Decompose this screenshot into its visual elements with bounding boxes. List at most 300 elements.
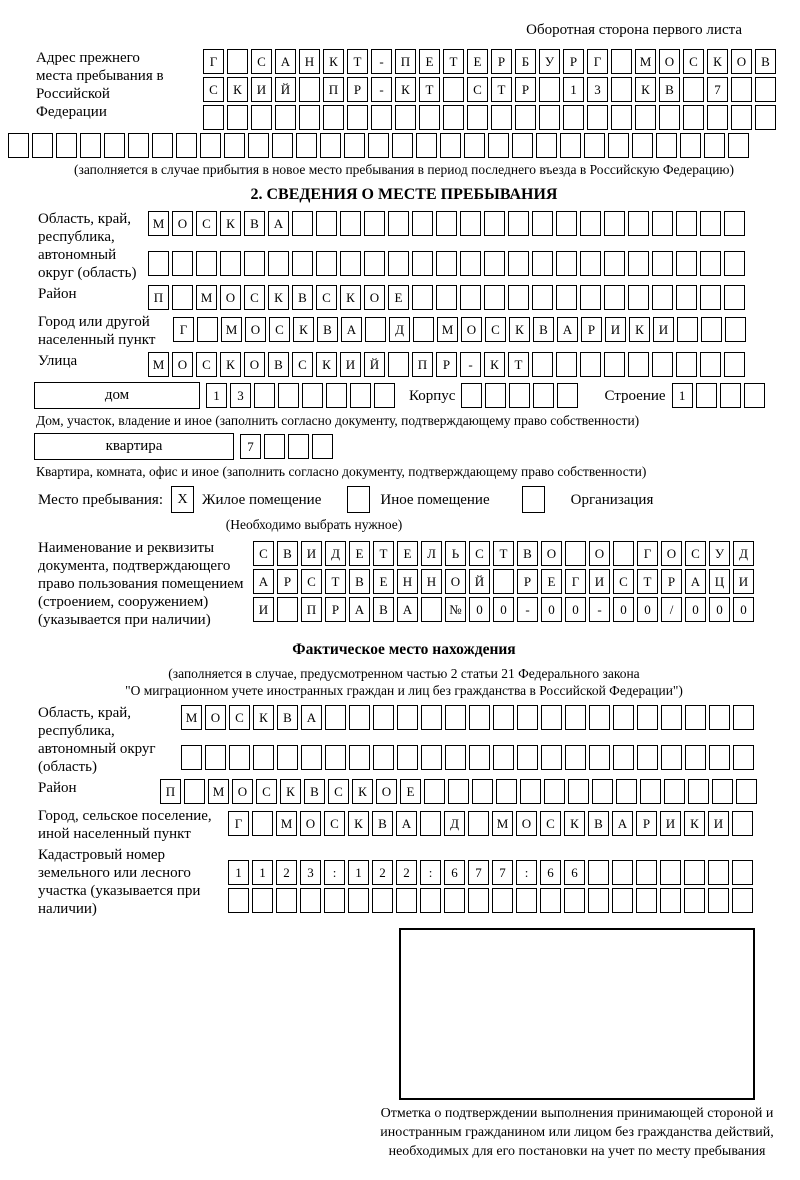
char-cell	[587, 105, 608, 130]
char-cell	[580, 352, 601, 377]
char-cell	[588, 860, 609, 885]
char-cell	[493, 569, 514, 594]
char-cell	[347, 105, 368, 130]
region2-row-2	[181, 745, 754, 770]
char-cell	[724, 251, 745, 276]
char-cell	[580, 211, 601, 236]
char-cell: 3	[230, 383, 251, 408]
char-cell: Й	[275, 77, 296, 102]
char-cell: О	[364, 285, 385, 310]
char-cell: Р	[491, 49, 512, 74]
char-cell: 1	[206, 383, 227, 408]
char-cell	[276, 888, 297, 913]
char-cell	[709, 745, 730, 770]
char-cell	[152, 133, 173, 158]
char-cell	[508, 211, 529, 236]
char-cell	[460, 285, 481, 310]
char-cell: Т	[419, 77, 440, 102]
city-label: Город или другой населенный пункт	[38, 314, 156, 348]
city2-row	[228, 811, 753, 836]
char-cell	[421, 597, 442, 622]
char-cell	[464, 133, 485, 158]
char-cell: К	[340, 285, 361, 310]
char-cell: :	[420, 860, 441, 885]
char-cell	[707, 105, 728, 130]
char-cell: Г	[565, 569, 586, 594]
char-cell	[485, 383, 506, 408]
char-cell	[611, 49, 632, 74]
char-cell	[197, 317, 218, 342]
region-row-2	[148, 251, 745, 276]
char-cell	[744, 383, 765, 408]
char-cell	[652, 285, 673, 310]
char-cell	[252, 811, 273, 836]
char-cell	[472, 779, 493, 804]
prev-address-cells	[203, 49, 776, 130]
char-cell: А	[275, 49, 296, 74]
char-cell	[326, 383, 347, 408]
char-cell: А	[612, 811, 633, 836]
house-note: Дом, участок, владение и иное (заполнить согласно документу, подтверждающему право собственности)	[36, 413, 640, 428]
stroenie-label: Строение	[604, 387, 666, 404]
char-cell: 0	[565, 597, 586, 622]
char-cell	[656, 133, 677, 158]
char-cell	[32, 133, 53, 158]
page-side-note: Оборотная сторона первого листа	[526, 22, 742, 38]
prev-address-row-2	[203, 77, 776, 102]
document-block	[8, 539, 800, 629]
char-cell	[340, 251, 361, 276]
char-cell: К	[635, 77, 656, 102]
city-block	[38, 313, 800, 349]
char-cell	[628, 251, 649, 276]
prev-address-row-3	[203, 105, 776, 130]
char-cell: С	[685, 541, 706, 566]
char-cell: К	[509, 317, 530, 342]
char-cell: Г	[228, 811, 249, 836]
street-row	[148, 352, 745, 377]
char-cell: О	[244, 352, 265, 377]
char-cell: Р	[581, 317, 602, 342]
char-cell: А	[397, 597, 418, 622]
char-cell	[700, 352, 721, 377]
char-cell: А	[396, 811, 417, 836]
char-cell	[320, 133, 341, 158]
char-cell: М	[148, 352, 169, 377]
char-cell: Е	[400, 779, 421, 804]
char-cell	[467, 105, 488, 130]
district2-row	[160, 779, 757, 804]
char-cell	[520, 779, 541, 804]
char-cell: 3	[587, 77, 608, 102]
char-cell	[469, 705, 490, 730]
char-cell	[420, 811, 441, 836]
char-cell: И	[605, 317, 626, 342]
char-cell	[268, 251, 289, 276]
char-cell: Р	[277, 569, 298, 594]
char-cell	[254, 383, 275, 408]
char-cell	[684, 860, 705, 885]
char-cell: М	[196, 285, 217, 310]
char-cell: П	[323, 77, 344, 102]
char-cell	[637, 745, 658, 770]
char-cell: -	[460, 352, 481, 377]
char-cell	[372, 888, 393, 913]
char-cell: Г	[203, 49, 224, 74]
char-cell: И	[660, 811, 681, 836]
char-cell	[468, 811, 489, 836]
char-cell	[374, 383, 395, 408]
char-cell	[227, 49, 248, 74]
char-cell	[732, 811, 753, 836]
char-cell: И	[733, 569, 754, 594]
char-cell: О	[205, 705, 226, 730]
char-cell: Т	[508, 352, 529, 377]
char-cell: В	[277, 541, 298, 566]
char-cell	[725, 317, 746, 342]
apartment-box: квартира	[34, 433, 234, 460]
region-row-1	[148, 211, 745, 236]
char-cell	[636, 860, 657, 885]
char-cell	[676, 211, 697, 236]
char-cell	[532, 352, 553, 377]
char-cell	[701, 317, 722, 342]
char-cell	[344, 133, 365, 158]
char-cell: С	[301, 569, 322, 594]
char-cell	[444, 888, 465, 913]
char-cell	[128, 133, 149, 158]
prev-address-label: Адрес прежнего места пребывания в Российской Федерации	[36, 50, 164, 120]
char-cell	[395, 105, 416, 130]
char-cell: -	[371, 49, 392, 74]
house-cells	[206, 383, 395, 408]
char-cell: К	[684, 811, 705, 836]
char-cell	[301, 745, 322, 770]
stay-option-organization-label: Организация	[570, 491, 654, 508]
char-cell: 7	[240, 434, 261, 459]
char-cell: 0	[469, 597, 490, 622]
char-cell	[172, 251, 193, 276]
char-cell: Е	[349, 541, 370, 566]
char-cell	[277, 745, 298, 770]
char-cell	[443, 105, 464, 130]
char-cell: Г	[587, 49, 608, 74]
char-cell	[445, 705, 466, 730]
char-cell: М	[276, 811, 297, 836]
char-cell	[612, 860, 633, 885]
char-cell	[436, 211, 457, 236]
char-cell	[731, 77, 752, 102]
char-cell: К	[352, 779, 373, 804]
char-cell: С	[485, 317, 506, 342]
char-cell	[613, 705, 634, 730]
char-cell: С	[269, 317, 290, 342]
char-cell	[720, 383, 741, 408]
document-row-2	[253, 569, 754, 594]
char-cell: К	[220, 352, 241, 377]
char-cell	[80, 133, 101, 158]
char-cell: Р	[636, 811, 657, 836]
char-cell: №	[445, 597, 466, 622]
char-cell: Н	[299, 49, 320, 74]
char-cell	[299, 77, 320, 102]
char-cell: П	[395, 49, 416, 74]
char-cell	[684, 888, 705, 913]
char-cell	[635, 105, 656, 130]
char-cell: К	[316, 352, 337, 377]
char-cell: 2	[396, 860, 417, 885]
char-cell: Й	[469, 569, 490, 594]
char-cell: Н	[421, 569, 442, 594]
char-cell	[316, 251, 337, 276]
char-cell: Т	[637, 569, 658, 594]
char-cell: Р	[325, 597, 346, 622]
char-cell: М	[181, 705, 202, 730]
char-cell	[613, 745, 634, 770]
char-cell: Т	[491, 77, 512, 102]
char-cell	[296, 133, 317, 158]
char-cell	[292, 251, 313, 276]
char-cell: Р	[515, 77, 536, 102]
char-cell: С	[328, 779, 349, 804]
char-cell: Л	[421, 541, 442, 566]
char-cell	[443, 77, 464, 102]
char-cell: И	[251, 77, 272, 102]
char-cell	[611, 105, 632, 130]
char-cell	[560, 133, 581, 158]
char-cell: В	[349, 569, 370, 594]
char-cell	[396, 888, 417, 913]
char-cell	[608, 133, 629, 158]
char-cell	[700, 251, 721, 276]
char-cell	[708, 860, 729, 885]
char-cell	[584, 133, 605, 158]
char-cell: А	[557, 317, 578, 342]
char-cell	[580, 285, 601, 310]
char-cell	[724, 285, 745, 310]
char-cell: 0	[685, 597, 706, 622]
char-cell: Е	[419, 49, 440, 74]
char-cell	[660, 888, 681, 913]
char-cell	[300, 888, 321, 913]
char-cell	[491, 105, 512, 130]
char-cell: А	[349, 597, 370, 622]
char-cell: К	[348, 811, 369, 836]
char-cell	[412, 211, 433, 236]
char-cell: Е	[467, 49, 488, 74]
char-cell: С	[683, 49, 704, 74]
char-cell	[659, 105, 680, 130]
district-label: Район	[38, 286, 77, 302]
stay-type-label: Место пребывания:	[38, 491, 163, 508]
char-cell	[248, 133, 269, 158]
char-cell: О	[541, 541, 562, 566]
char-cell: С	[316, 285, 337, 310]
char-cell	[448, 779, 469, 804]
char-cell	[388, 352, 409, 377]
char-cell: Й	[364, 352, 385, 377]
char-cell: П	[301, 597, 322, 622]
char-cell	[683, 77, 704, 102]
char-cell: И	[589, 569, 610, 594]
char-cell: А	[301, 705, 322, 730]
char-cell	[733, 745, 754, 770]
char-cell: В	[755, 49, 776, 74]
char-cell	[637, 705, 658, 730]
city2-block	[38, 807, 800, 843]
char-cell	[613, 541, 634, 566]
char-cell	[292, 211, 313, 236]
char-cell: В	[304, 779, 325, 804]
char-cell: -	[589, 597, 610, 622]
char-cell: 7	[468, 860, 489, 885]
char-cell: О	[461, 317, 482, 342]
char-cell	[733, 705, 754, 730]
char-cell	[264, 434, 285, 459]
char-cell	[564, 888, 585, 913]
char-cell: 7	[492, 860, 513, 885]
char-cell: К	[227, 77, 248, 102]
char-cell: 1	[228, 860, 249, 885]
cadastral-row-1	[228, 860, 753, 885]
char-cell: А	[685, 569, 706, 594]
char-cell: О	[589, 541, 610, 566]
char-cell	[700, 211, 721, 236]
char-cell: С	[203, 77, 224, 102]
char-cell	[709, 705, 730, 730]
char-cell	[316, 211, 337, 236]
char-cell	[176, 133, 197, 158]
korpus-label: Корпус	[409, 387, 456, 404]
char-cell	[604, 352, 625, 377]
char-cell	[685, 705, 706, 730]
char-cell: В	[277, 705, 298, 730]
char-cell: В	[268, 352, 289, 377]
char-cell: О	[445, 569, 466, 594]
document-row-3	[253, 597, 754, 622]
char-cell	[324, 888, 345, 913]
char-cell: Д	[325, 541, 346, 566]
char-cell: К	[220, 211, 241, 236]
char-cell: О	[516, 811, 537, 836]
char-cell: Н	[397, 569, 418, 594]
char-cell: 0	[709, 597, 730, 622]
document-label: Наименование и реквизиты документа, подтверждающего право пользования помещением (строением, сооружением) (указывается при наличии)	[38, 540, 244, 628]
korpus-cells	[461, 383, 578, 408]
stamp-box	[399, 928, 755, 1100]
section2-title: 2. СВЕДЕНИЯ О МЕСТЕ ПРЕБЫВАНИЯ	[250, 186, 558, 203]
char-cell: Г	[173, 317, 194, 342]
stamp-area	[360, 928, 794, 1161]
char-cell	[373, 705, 394, 730]
char-cell	[532, 211, 553, 236]
char-cell	[388, 211, 409, 236]
char-cell	[368, 133, 389, 158]
char-cell	[251, 105, 272, 130]
char-cell	[484, 251, 505, 276]
char-cell	[685, 745, 706, 770]
char-cell: О	[172, 352, 193, 377]
char-cell: 0	[493, 597, 514, 622]
char-cell: 7	[707, 77, 728, 102]
char-cell: 3	[300, 860, 321, 885]
char-cell: 6	[540, 860, 561, 885]
char-cell: 0	[733, 597, 754, 622]
char-cell	[397, 705, 418, 730]
char-cell	[652, 352, 673, 377]
char-cell	[508, 285, 529, 310]
char-cell	[516, 888, 537, 913]
char-cell	[628, 352, 649, 377]
char-cell: -	[517, 597, 538, 622]
char-cell	[532, 285, 553, 310]
stay-checkbox-organization	[522, 486, 545, 513]
char-cell	[244, 251, 265, 276]
char-cell	[541, 745, 562, 770]
char-cell: 1	[563, 77, 584, 102]
char-cell	[364, 251, 385, 276]
char-cell	[460, 251, 481, 276]
char-cell: 0	[541, 597, 562, 622]
char-cell	[508, 251, 529, 276]
stamp-caption: Отметка о подтверждении выполнения принимающей стороной и иностранным гражданином или лицом без гражданства действий, необходимых для его постановки на учет по месту пребывания	[380, 1106, 774, 1159]
char-cell	[724, 352, 745, 377]
char-cell	[421, 705, 442, 730]
stay-type-note: (Необходимо выбрать нужное)	[225, 517, 403, 532]
char-cell	[492, 888, 513, 913]
char-cell: К	[395, 77, 416, 102]
char-cell: О	[172, 211, 193, 236]
char-cell	[661, 705, 682, 730]
char-cell	[253, 745, 274, 770]
char-cell	[413, 317, 434, 342]
char-cell: М	[635, 49, 656, 74]
char-cell: В	[373, 597, 394, 622]
stay-checkbox-dwelling: X	[171, 486, 194, 513]
char-cell	[708, 888, 729, 913]
char-cell	[348, 888, 369, 913]
char-cell	[416, 133, 437, 158]
char-cell: Д	[444, 811, 465, 836]
char-cell: К	[268, 285, 289, 310]
region-block	[38, 210, 800, 282]
char-cell: В	[244, 211, 265, 236]
char-cell: И	[340, 352, 361, 377]
prev-address-row-4	[8, 133, 800, 158]
char-cell	[676, 251, 697, 276]
region2-block	[38, 704, 800, 776]
char-cell: Т	[325, 569, 346, 594]
char-cell: -	[371, 77, 392, 102]
char-cell: О	[300, 811, 321, 836]
stay-option-other-label: Иное помещение	[380, 491, 490, 508]
stroenie-cells	[672, 383, 765, 408]
char-cell	[628, 285, 649, 310]
char-cell: К	[629, 317, 650, 342]
char-cell: Р	[436, 352, 457, 377]
char-cell	[229, 745, 250, 770]
char-cell: 0	[613, 597, 634, 622]
char-cell: К	[293, 317, 314, 342]
char-cell	[420, 888, 441, 913]
char-cell	[736, 779, 757, 804]
stay-option-dwelling-label: Жилое помещение	[202, 491, 322, 508]
actual-location-note-2: "О миграционном учете иностранных граждан и лиц без гражданства в Российской Федерации")	[125, 683, 683, 698]
char-cell: С	[229, 705, 250, 730]
char-cell	[424, 779, 445, 804]
char-cell	[652, 211, 673, 236]
char-cell	[325, 705, 346, 730]
